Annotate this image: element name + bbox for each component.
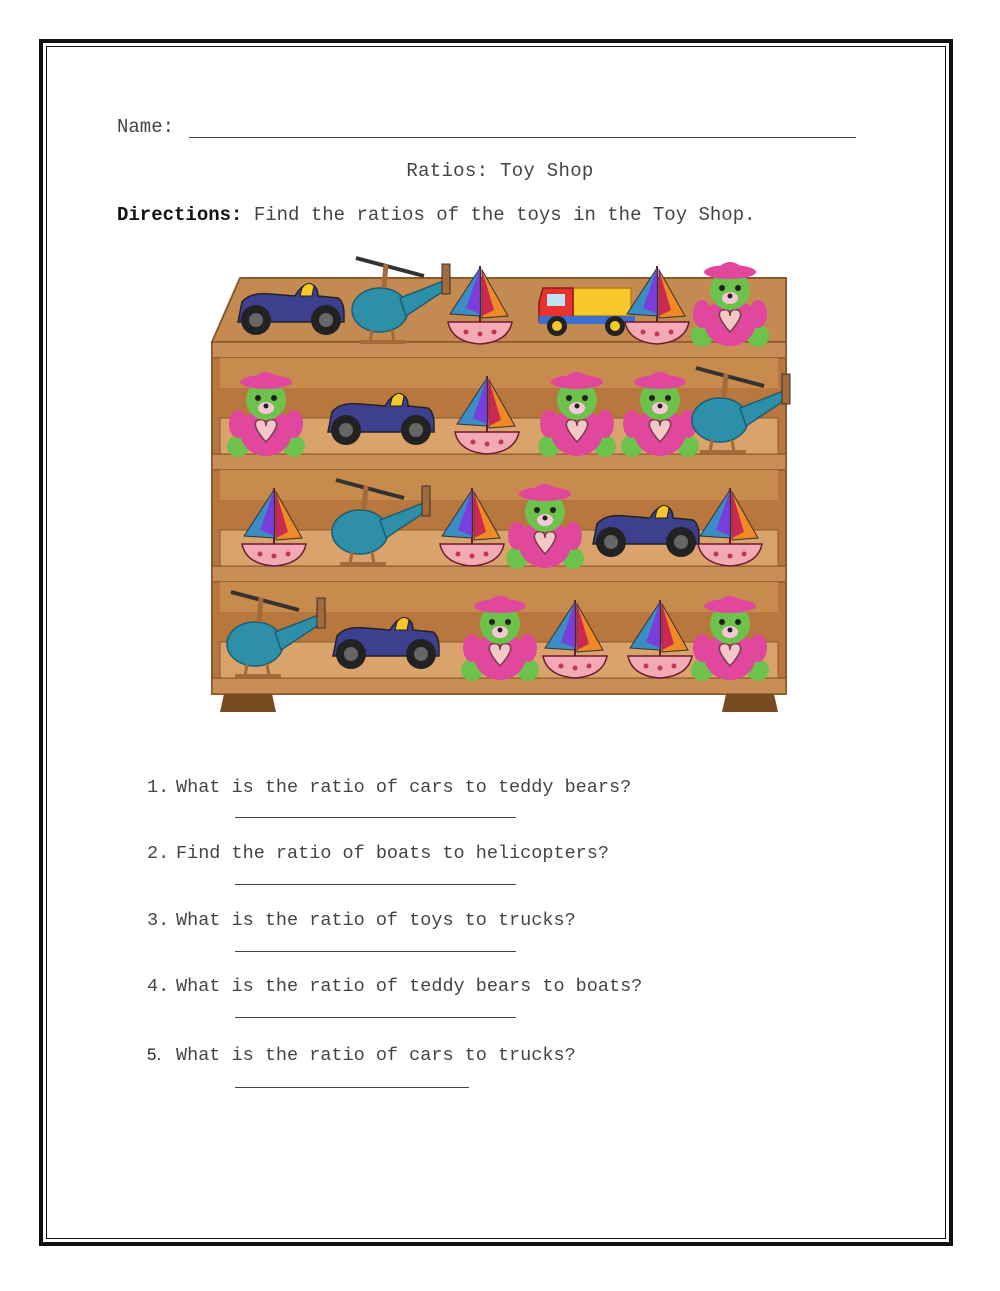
question-number: 2. [147, 843, 170, 864]
question-text: What is the ratio of cars to trucks? [176, 1045, 576, 1066]
question-number: 5. [147, 1045, 162, 1064]
question-1 [147, 777, 631, 798]
question-5 [147, 1045, 576, 1066]
answer-line-1[interactable] [235, 817, 516, 818]
question-number: 3. [147, 910, 170, 931]
question-text: What is the ratio of teddy bears to boats? [176, 976, 643, 997]
answer-line-4[interactable] [235, 1017, 516, 1018]
question-text: Find the ratio of boats to helicopters? [176, 843, 609, 864]
question-text: What is the ratio of cars to teddy bears? [176, 777, 632, 798]
directions-text: Find the ratios of the toys in the Toy Shop. [242, 204, 756, 226]
question-4 [147, 976, 642, 997]
teddy-bear-icon [691, 262, 769, 347]
name-input-line[interactable] [189, 137, 856, 138]
toy-shelf-illustration [200, 250, 800, 720]
answer-line-5[interactable] [235, 1087, 469, 1088]
question-text: What is the ratio of toys to trucks? [176, 910, 576, 931]
question-number: 1. [147, 777, 170, 798]
directions-label: Directions: [117, 204, 243, 226]
question-3 [147, 910, 576, 931]
answer-line-3[interactable] [235, 951, 516, 952]
worksheet-title: Ratios: Toy Shop [406, 160, 594, 182]
directions [117, 204, 756, 226]
question-number: 4. [147, 976, 170, 997]
question-2 [147, 843, 609, 864]
answer-line-2[interactable] [235, 884, 516, 885]
name-label: Name: [117, 116, 175, 138]
